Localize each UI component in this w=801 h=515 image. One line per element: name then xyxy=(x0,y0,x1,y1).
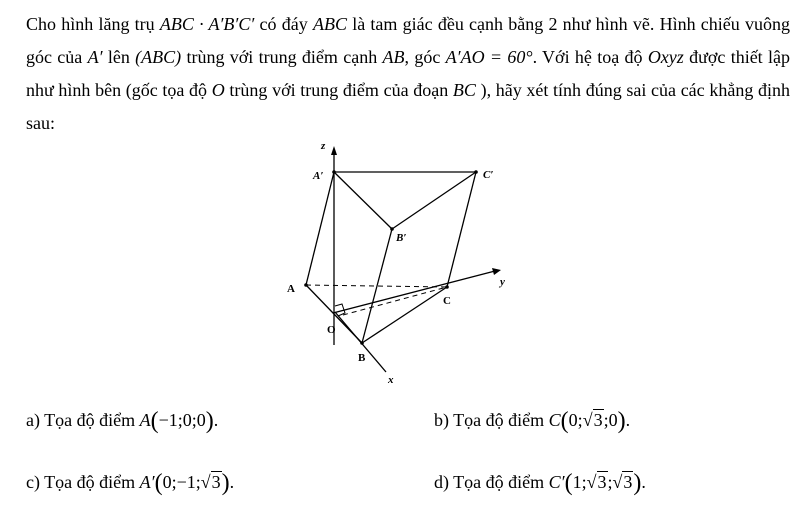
angle-a-prime-a-o: A′AO = 60° xyxy=(445,47,533,67)
problem-text: . Với hệ toạ độ xyxy=(532,47,648,67)
vertex-c-prime xyxy=(474,170,478,174)
edge-a-a-prime xyxy=(306,172,334,285)
label-x: x xyxy=(388,374,394,386)
coordinate-system: Oxyz xyxy=(647,47,684,67)
statement-b-coords-end: ;0 xyxy=(603,410,618,430)
statement-c-point: A′ xyxy=(139,472,155,492)
prism-diagram xyxy=(280,136,520,390)
statement-a: a) Tọa độ điểm A(−1;0;0). xyxy=(26,408,219,434)
segment-bc: BC xyxy=(452,80,476,100)
statement-c-root: 3 xyxy=(211,472,221,492)
vertex-b-prime xyxy=(390,227,394,231)
statement-d-coords: 1; xyxy=(572,472,587,492)
prism-name: ABC · A′B′C′ xyxy=(159,14,255,34)
problem-text: lên xyxy=(102,47,136,67)
vertex-c xyxy=(445,285,449,289)
statement-d-text: d) Tọa độ điểm xyxy=(434,472,549,492)
statement-d-point: C′ xyxy=(548,472,565,492)
statement-b-text: b) Tọa độ điểm xyxy=(434,410,549,430)
statement-d: d) Tọa độ điểm C′(1;√3;√3). xyxy=(434,470,646,496)
base-name: ABC xyxy=(312,14,347,34)
problem-text: được thiết lập như hình bên (gốc tọa độ xyxy=(26,47,790,100)
label-y: y xyxy=(500,276,505,288)
origin-point: O xyxy=(211,80,225,100)
problem-text: trùng với trung điểm của đoạn xyxy=(224,80,453,100)
label-o: O xyxy=(327,324,336,336)
problem-text: có đáy xyxy=(254,14,313,34)
plane-abc: (ABC) xyxy=(135,47,182,67)
problem-text: trùng với trung điểm cạnh xyxy=(181,47,383,67)
z-axis-arrow xyxy=(331,146,337,155)
statement-c-coords: 0;−1; xyxy=(162,472,201,492)
statement-b-coords: 0; xyxy=(568,410,583,430)
statement-c: c) Tọa độ điểm A′(0;−1;√3). xyxy=(26,470,235,496)
problem-text: , góc xyxy=(404,47,446,67)
statement-c-text: c) Tọa độ điểm xyxy=(26,472,140,492)
prism-figure xyxy=(280,136,520,390)
label-c: C xyxy=(443,295,451,307)
label-b-prime: B′ xyxy=(396,232,407,244)
vertex-a xyxy=(304,283,308,287)
label-a-prime: A′ xyxy=(313,170,324,182)
statement-d-root-2: 3 xyxy=(623,472,633,492)
edge-ab: AB xyxy=(382,47,405,67)
vertex-b xyxy=(360,341,364,345)
vertex-a-prime xyxy=(332,170,336,174)
label-a: A xyxy=(287,283,295,295)
label-z: z xyxy=(321,140,326,152)
statement-d-separator: ; xyxy=(607,472,613,492)
problem-text: ), hãy xét tính đúng sai của các khẳng định sau: xyxy=(26,80,790,133)
segment-h-c-hidden xyxy=(343,287,447,315)
y-axis-arrow xyxy=(492,268,501,275)
statement-a-text: a) Tọa độ điểm xyxy=(26,410,140,430)
y-axis xyxy=(333,271,495,313)
point-a-prime: A′ xyxy=(87,47,103,67)
problem-statement xyxy=(26,8,790,140)
statement-b-point: C xyxy=(548,410,561,430)
statement-b: b) Tọa độ điểm C(0;√3;0). xyxy=(434,408,631,434)
statement-b-root: 3 xyxy=(593,410,603,430)
edge-a-prime-b-prime xyxy=(334,172,392,229)
label-b: B xyxy=(358,352,366,364)
statement-d-root: 3 xyxy=(597,472,607,492)
label-c-prime: C′ xyxy=(483,169,494,181)
statement-a-point: A xyxy=(139,410,151,430)
problem-text: Cho hình lăng trụ xyxy=(26,14,160,34)
problem-text: là tam giác đều cạnh bằng 2 như hình vẽ. Hình chiếu vuông góc của xyxy=(26,14,791,67)
statement-a-coords: −1;0;0 xyxy=(158,410,206,430)
